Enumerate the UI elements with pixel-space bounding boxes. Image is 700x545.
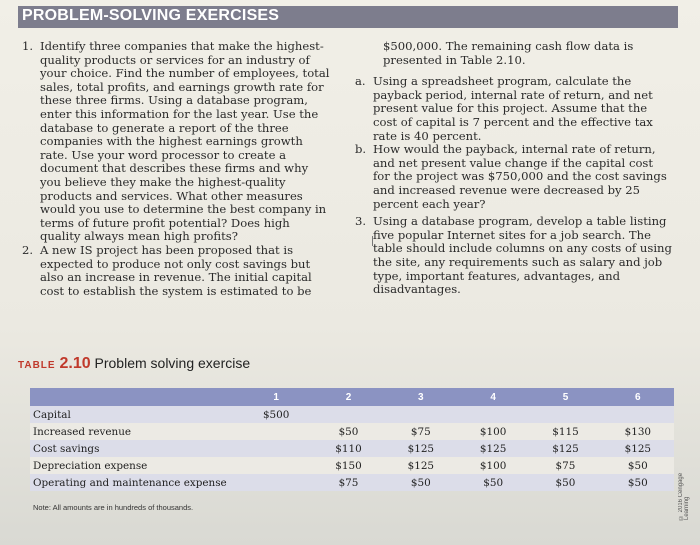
table-cell: $150	[312, 457, 384, 474]
sub-letter: b.	[355, 142, 367, 157]
table-cell: $50	[457, 474, 529, 491]
exercise-3	[355, 215, 673, 297]
column-header: 2	[312, 388, 384, 406]
column-header: 1	[240, 388, 312, 406]
table-cell	[312, 406, 384, 423]
cash-flow-table	[30, 388, 674, 491]
exercise-2a	[355, 75, 673, 143]
table-row	[30, 406, 674, 423]
caption-title: Problem solving exercise	[94, 355, 251, 371]
table-cell: $50	[385, 474, 457, 491]
table-row	[30, 440, 674, 457]
table-row	[30, 457, 674, 474]
text-cursor	[372, 236, 373, 246]
table-note: Note: All amounts are in hundreds of thousands.	[33, 503, 194, 512]
exercise-text: Identify three companies that make the highest-quality products or services for an industry of your choice. Find the number of employees, total sales, total profits, and earnings growth rate for these three firms. Using a database program, enter this information for the last year. Use the database to generate a report of the three companies with the highest earnings growth rate. Use your word processor to create a document that describes these firms and why you believe they make the highest-quality products and services. What other measures would you use to determine the best company in terms of future profit potential? Does high quality always mean high profits?	[40, 39, 330, 244]
exercise-number: 2.	[22, 242, 34, 257]
column-header: 3	[385, 388, 457, 406]
table-cell	[240, 474, 312, 491]
row-label: Increased revenue	[30, 423, 240, 440]
column-header: 6	[602, 388, 674, 406]
table-cell: $125	[529, 440, 601, 457]
exercise-2b	[355, 143, 673, 211]
table-cell: $75	[385, 423, 457, 440]
row-label: Depreciation expense	[30, 457, 240, 474]
table-cell: $110	[312, 440, 384, 457]
exercise-number: 3.	[355, 214, 367, 229]
table-cell	[457, 406, 529, 423]
table-caption	[18, 355, 250, 373]
table-cell	[385, 406, 457, 423]
table-cell: $500	[240, 406, 312, 423]
sub-letter: a.	[355, 74, 366, 89]
table-cell: $50	[312, 423, 384, 440]
row-label: Capital	[30, 406, 240, 423]
row-label: Operating and maintenance expense	[30, 474, 240, 491]
table-header-row	[30, 388, 674, 406]
right-column	[355, 40, 673, 297]
table-cell: $125	[385, 457, 457, 474]
table-cell: $100	[457, 423, 529, 440]
exercise-text: A new IS project has been proposed that is expected to produce not only cost savings but also an increase in revenue. The initial capital cost to establish the system is estimated to be	[40, 242, 312, 298]
table-cell: $125	[602, 440, 674, 457]
table-cell: $115	[529, 423, 601, 440]
exercise-1	[22, 40, 332, 244]
table-cell: $125	[385, 440, 457, 457]
sub-text: Using a spreadsheet program, calculate the payback period, internal rate of return, and net present value for this project. Assume that the cost of capital is 7 percent and the effective tax rate is 40 percent.	[373, 74, 653, 143]
table-cell	[602, 406, 674, 423]
table-cell: $75	[312, 474, 384, 491]
table-cell: $50	[602, 474, 674, 491]
exercise-text: Using a database program, develop a table listing five popular Internet sites for a job search. The table should include columns on any costs of using the site, any requirements such as salary and job type, important features, advantages, and disadvantages.	[373, 214, 672, 297]
table-cell	[240, 440, 312, 457]
row-label: Cost savings	[30, 440, 240, 457]
exercise-number: 1.	[22, 39, 34, 53]
table-cell: $75	[529, 457, 601, 474]
table-cell: $50	[529, 474, 601, 491]
caption-number: 2.10	[59, 355, 91, 372]
table-cell: $100	[457, 457, 529, 474]
exercise-2-continuation: $500,000. The remaining cash flow data is presented in Table 2.10.	[383, 39, 634, 67]
table-cell: $50	[602, 457, 674, 474]
column-header: 4	[457, 388, 529, 406]
table-row	[30, 423, 674, 440]
copyright-credit: © 2016 Cengage Learning	[678, 472, 690, 520]
caption-tag: TABLE	[18, 360, 56, 371]
exercise-2	[22, 244, 332, 298]
left-column	[22, 40, 332, 298]
table-cell: $125	[457, 440, 529, 457]
section-title: PROBLEM-SOLVING EXERCISES	[22, 7, 280, 24]
table-cell	[240, 423, 312, 440]
table-row	[30, 474, 674, 491]
sub-text: How would the payback, internal rate of return, and net present value change if the capital cost for the project was $750,000 and the cost savings and increased revenue were decreased by 25 percent each year?	[373, 142, 667, 211]
column-header: 5	[529, 388, 601, 406]
column-header	[30, 388, 240, 406]
table-cell	[240, 457, 312, 474]
table-cell: $130	[602, 423, 674, 440]
table-cell	[529, 406, 601, 423]
